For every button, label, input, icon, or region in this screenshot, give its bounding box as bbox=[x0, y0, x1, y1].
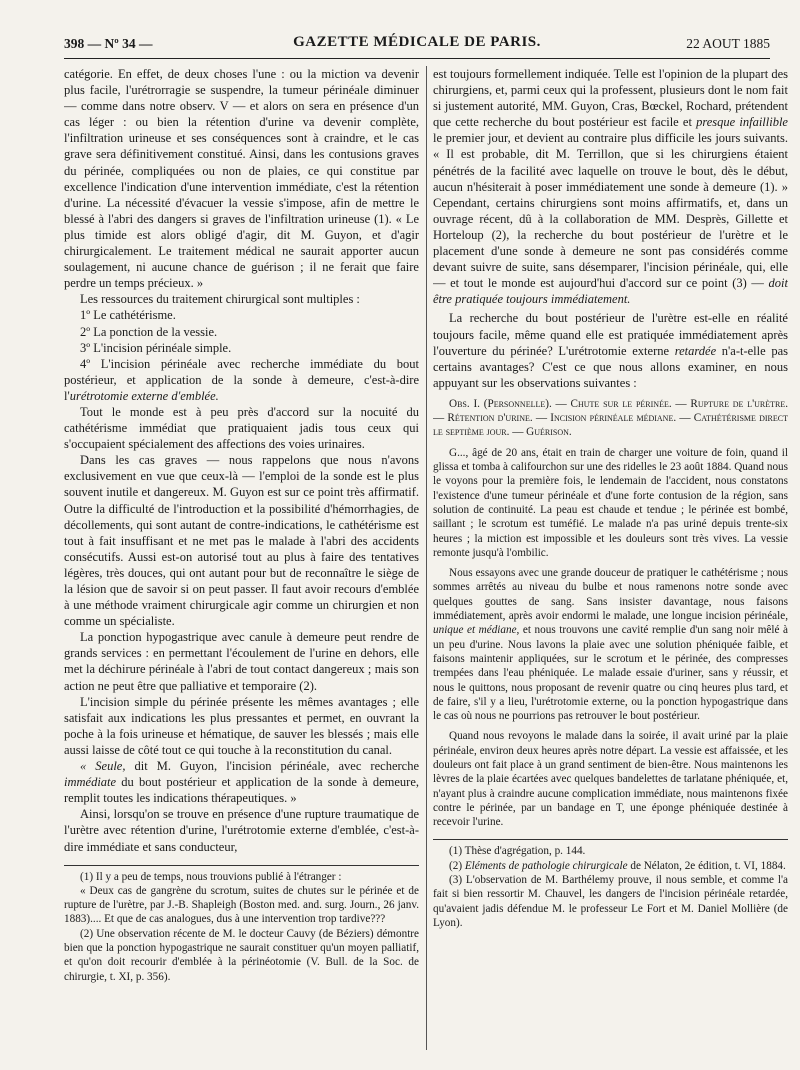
footnote: « Deux cas de gangrène du scrotum, suites de chutes sur le périnée et de rupture de l'urètre, par J.-B. Shapleigh (Boston med. and. surg. Journ., 26 janv. 1883).... Et que de cas analogues, dus à une intervention trop tardive??? bbox=[64, 884, 419, 926]
footnote bbox=[433, 859, 788, 873]
observation-paragraph: G..., âgé de 20 ans, était en train de charger une voiture de foin, quand il glissa et tomba à califourchon sur une des ridelles le 23 août 1884. Quand nous le voyons pour la première fois, le lendemain de l'accident, nous constatons l'existence d'une tumeur périnéale et d'une forte contusion de la région, sans solution de continuité. La peau est chaude et tendue ; le périnée est bombé, saillant ; le scrotum est tuméfié. Le malade n'a pas uriné depuis trente-six heures ; la miction est impossible et les douleurs sont très vives. La vessie remonte jusqu'à l'ombilic. bbox=[433, 446, 788, 559]
text-run: (2) bbox=[449, 859, 465, 872]
column-divider bbox=[426, 66, 427, 1050]
paragraph bbox=[64, 758, 419, 806]
footnote: (1) Thèse d'agrégation, p. 144. bbox=[449, 845, 586, 858]
treatment-list bbox=[64, 307, 419, 404]
journal-title: GAZETTE MÉDICALE DE PARIS. bbox=[293, 34, 541, 50]
observation-paragraph: Quand nous revoyons le malade dans la soirée, il avait uriné par la plaie périnéale, environ deux heures après notre départ. La vessie est affaissée, et les douleurs ont fait place à un grand sentiment de bien-être. Nous maintenons les lèvres de la plaie écartées avec quelques bandelettes de tarlatane phéniquée, et, n'ayant plus à craindre aucune complication immédiate, nous maintenons fixée contre le périnée, par un bandage en T, une éponge phéniquée destinée à recevoir l'urine. bbox=[433, 730, 788, 829]
footnote: (3) L'observation de M. Barthélemy prouve, il nous semble, et comme l'a fait si bien ressortir M. Chauvel, les dangers de l'incision périnéale retardée, qu'avaient jadis défendue M. le professeur Le Fort et M. Daniel Mollière (de Lyon). bbox=[433, 874, 788, 929]
list-item bbox=[64, 356, 419, 404]
text-run: n'a-t-elle pas certains avantages? C'est ce que nous allons examiner, en nous appuyant sur les observations suivantes : bbox=[433, 343, 788, 390]
italic-term: urétrotomie externe d'emblée. bbox=[69, 388, 219, 403]
paragraph: L'incision simple du périnée présente les mêmes avantages ; elle satisfait aux indications les plus pressantes et permet, en ouvrant la poche à la fois urineuse et hématique, de sauver les blessés ; mais elle aussi laisse de côté tout ce qui touche à la reconstitution du canal. bbox=[64, 694, 419, 757]
italic-term: doit être pratiquée toujours immédiatement. bbox=[433, 276, 788, 307]
paragraph: catégorie. En effet, de deux choses l'une : ou la miction va devenir plus facile, l'urétrorragie se suspendre, la tumeur périnéale diminuer — comme dans notre observ. V — et alors on sera en présence d'un cas léger : ou bien la rétention d'urine va devenir complète, l'infiltration urineuse et ses conséquences sont à craindre, et le cas grave sera définitivement constitué. Ainsi, dans les contusions graves du périnée, compliquées ou non de plaies, ce qui constitue par excellence l'indication d'une intervention immédiate, c'est la rétention d'urine. La nécessité d'évacuer la vessie s'impose, afin de mettre le blessé à l'abri des dangers si graves de l'infiltration urineuse (1). « Le plus timide est alors obligé d'agir, dit M. Guyon, et d'agir chirurgicalement. Le traitement médical ne saurait apporter aucun soulagement, ni aucune chance de guérison ; il ne ferait que faire perdre un temps précieux. » bbox=[64, 67, 419, 291]
paragraph: La ponction hypogastrique avec canule à demeure peut rendre de grands services : en permettant l'écoulement de l'urine en dehors, elle met la déchirure périnéale à l'abri de tout contact dangereux ; mais son action ne peut être que palliative et temporaire (2). bbox=[64, 630, 419, 693]
paragraph: Dans les cas graves — nous rappelons que nous n'avons exclusivement en vue que ceux-là — l'emploi de la sonde est le plus souvent inutile et dangereux. M. Guyon est sur ce point très affirmatif. Outre la difficulté de l'introduction et la possibilité d'hémorrhagies, de décollements, qui sont autant de contre-indications, le cathétérisme est tout à fait insuffisant et ne met pas le malade à l'abri des accidents consécutifs. Aussi est-on autorisé tout au plus à faire des tentatives légères, très douces, qui ont autant pour but de reconnaître le siège de la lésion que de savoir si on peut passer. Il faut avoir recours d'emblée à une méthode vraiment chirurgicale agir comme un chirurgien et non comme un spécialiste. bbox=[64, 453, 419, 629]
right-column bbox=[433, 66, 788, 1050]
list-item-text: 4º L'incision périnéale avec recherche immédiate du bout postérieur, et application de la sonde à demeure, c'est-à-dire l' bbox=[64, 356, 419, 403]
italic-term: presque infaillible bbox=[696, 115, 788, 130]
text-run: et nous trouvons une cavité remplie d'un sang noir mêlé à un peu d'urine. Nous lavons la plaie avec une solution phéniquée faible, et faisons maintenir appliquées, sur le scrotum et le périnée, des compresses trempées dans l'eau phéniquée. Le malade essaie d'uriner, sans y réussir, et nous le quittons, nous proposant de revenir quatre ou cinq heures plus tard, et de faire, s'il y a lieu, l'urétrotomie externe, ou la ponction hypogastrique dans le cas où nous ne pourrions pas retrouver le bout postérieur. bbox=[433, 624, 788, 723]
observation-paragraph bbox=[433, 566, 788, 723]
text-run: La recherche du bout postérieur de l'urètre est-elle en réalité toujours facile, même quand elle est pratiquée immédiatement après l'ouverture du périnée? L'urétrotomie externe bbox=[433, 311, 788, 358]
left-column bbox=[64, 66, 419, 1050]
paragraph bbox=[433, 310, 788, 390]
page-number: 398 — Nº 34 — bbox=[64, 36, 153, 51]
page-header bbox=[64, 30, 770, 59]
text-run: Nous essayons avec une grande douceur de pratiquer le cathétérisme ; nous sommes arrêtés au niveau du bulbe et nous ramenons notre sonde avec quelques gouttes de sang. Sans insister davantage, nous faisons immédiatement, après avoir endormi le malade, une longue incision périnéale, bbox=[433, 567, 788, 623]
observation-heading: Obs. I. (Personnelle). — Chute sur le périnée. — Rupture de l'urètre. — Rétention d'urine. — Incision périnéale médiane. — Cathétérisme direct le septième jour. — Guérison. bbox=[433, 397, 788, 439]
footnote-rule bbox=[433, 839, 788, 840]
paragraph bbox=[433, 66, 788, 307]
paragraph: Les ressources du traitement chirurgical sont multiples : bbox=[80, 292, 360, 307]
text-run: est toujours formellement indiquée. Telle est l'opinion de la plupart des chirurgiens, et, parmi ceux qui la professent, plusieurs dont le nom fait si justement autorité, MM. Guyon, Cras, Bœckel, Rochard, prétendent que cette recherche du bout postérieur est facile et bbox=[433, 67, 788, 130]
paragraph: Tout le monde est à peu près d'accord sur la nocuité du cathétérisme immédiat que pratiquaient jadis tous ceux qui s'occupaient spécialement des affections des voies urinaires. bbox=[64, 404, 419, 452]
list-item: 3º L'incision périnéale simple. bbox=[80, 340, 232, 355]
italic-term: unique et médiane, bbox=[433, 624, 520, 637]
text-run: de Nélaton, 2e édition, t. VI, 1884. bbox=[627, 859, 786, 872]
text-run: dit M. Guyon, l'incision périnéale, avec recherche bbox=[125, 759, 419, 774]
italic-term: immédiate bbox=[64, 775, 117, 790]
text-run: du bout postérieur et application de la sonde à demeure, remplit toutes les indications thérapeutiques. » bbox=[64, 775, 419, 806]
footnote-rule bbox=[64, 865, 419, 866]
list-item: 1º Le cathétérisme. bbox=[80, 308, 176, 323]
italic-term: retardée bbox=[674, 343, 717, 358]
footnote: (1) Il y a peu de temps, nous trouvions publié à l'étranger : bbox=[80, 870, 342, 883]
paragraph: Ainsi, lorsqu'on se trouve en présence d'une rupture traumatique de l'urètre avec rétention d'urine, l'urétrotomie externe d'emblée, c'est-à-dire immédiate et sans conducteur, bbox=[64, 807, 419, 854]
list-item: 2º La ponction de la vessie. bbox=[80, 324, 218, 339]
text-run: le premier jour, et devient au contraire plus difficile les jours suivants. « Il est probable, dit M. Terrillon, que si les chirurgiens étaient pénétrés de la facilité avec laquelle on trouve le bout, dès le début, aucun n'hésiterait à poser immédiatement une sonde à demeure (1). » Cependant, certains chirurgiens sont moins affirmatifs, et, dans un ouvrage récent, dû à la collaboration de MM. Desprès, Gillette et Horteloup (2), la recherche du bout postérieur de l'urètre et le placement d'une sonde à demeure ne sont pas considérés comme devant suivre de suite, sans désemparer, l'incision périnéale, qui, elle — et tout le monde est aujourd'hui d'accord sur ce point (3) — bbox=[433, 131, 788, 291]
italic-term: Eléments de pathologie chirurgicale bbox=[464, 859, 628, 872]
footnote: (2) Une observation récente de M. le docteur Cauvy (de Béziers) démontre bien que la ponction hypogastrique ne saurait constituer qu'un moyen palliatif, et qu'on doit recourir d'emblée à la périnéotomie (V. Bull. de la Soc. de chirurgie, t. XI, p. 356). bbox=[64, 927, 419, 983]
italic-term: « Seule, bbox=[80, 759, 126, 774]
issue-date: 22 AOUT 1885 bbox=[686, 36, 770, 51]
